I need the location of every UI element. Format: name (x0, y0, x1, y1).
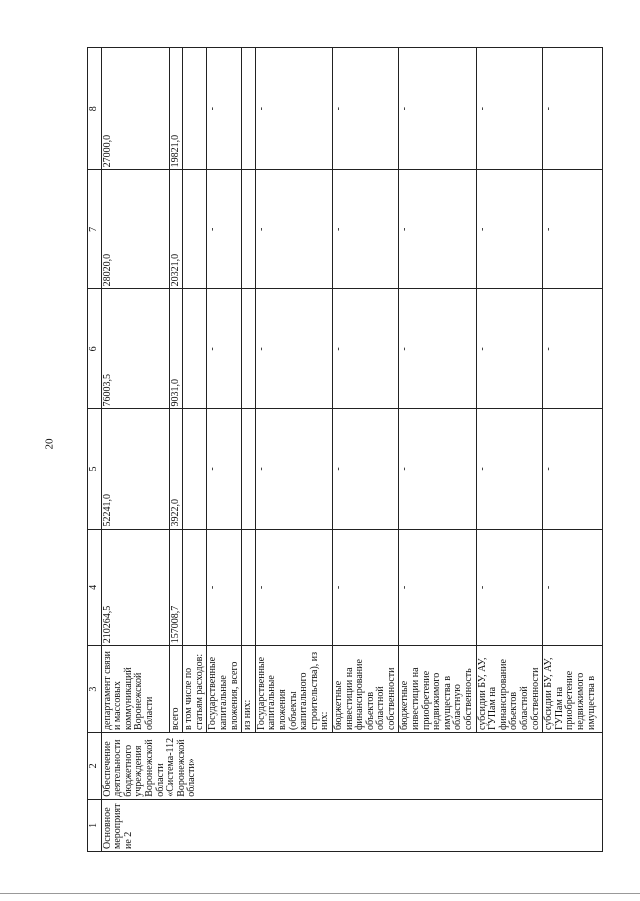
value-cell-v6: - (476, 289, 543, 409)
value-cell-v5 (242, 409, 256, 529)
expense-item: субсидии БУ, АУ, ГУПам на финансирование объектов областной собственности (476, 646, 543, 733)
value-cell-v8: 27000,0 (101, 48, 169, 170)
value-cell-v5: - (207, 409, 242, 529)
rotated-table-wrapper (87, 47, 603, 852)
value-cell-v7: 28020,0 (101, 170, 169, 289)
value-cell-v7: - (255, 170, 332, 289)
value-cell-v5: - (255, 409, 332, 529)
value-cell-v7 (183, 170, 207, 289)
expense-item: субсидии БУ, АУ, ГУПам на приобретение недвижимого имущества в (543, 646, 603, 733)
value-cell-v4 (183, 529, 207, 646)
table-row (169, 48, 183, 852)
header-col-2: 2 (88, 733, 102, 800)
value-cell-v7: - (476, 170, 543, 289)
value-cell-v4: - (332, 529, 399, 646)
value-cell-v6: 9031,0 (169, 289, 183, 409)
value-cell-v5: - (476, 409, 543, 529)
value-cell-v6: 76003,5 (101, 289, 169, 409)
value-cell-v6 (242, 289, 256, 409)
value-cell-v4: 157008,7 (169, 529, 183, 646)
value-cell-v7: - (207, 170, 242, 289)
value-cell-v6: - (332, 289, 399, 409)
value-cell-v8: - (476, 48, 543, 170)
expense-item: в том числе по статьям расходов: (183, 646, 207, 733)
value-cell-v5: - (543, 409, 603, 529)
value-cell-v8: - (543, 48, 603, 170)
value-cell-v8: - (255, 48, 332, 170)
value-cell-v8 (242, 48, 256, 170)
value-cell-v5: - (399, 409, 476, 529)
header-col-5: 5 (88, 409, 102, 529)
header-col-6: 6 (88, 289, 102, 409)
header-col-1: 1 (88, 799, 102, 851)
table-row (255, 48, 332, 852)
value-cell-v4: - (255, 529, 332, 646)
header-col-4: 4 (88, 529, 102, 646)
value-cell-v8: - (332, 48, 399, 170)
table-row (242, 48, 256, 852)
value-cell-v5: 3922,0 (169, 409, 183, 529)
value-cell-v7: - (332, 170, 399, 289)
budget-table (87, 47, 603, 852)
value-cell-v4: - (207, 529, 242, 646)
value-cell-v5: 52241,0 (101, 409, 169, 529)
value-cell-v7 (242, 170, 256, 289)
value-cell-v5: - (332, 409, 399, 529)
value-cell-v4 (242, 529, 256, 646)
table-row (543, 48, 603, 852)
table-row (476, 48, 543, 852)
page-number: 20 (43, 438, 56, 450)
value-cell-v6: - (255, 289, 332, 409)
table-row (183, 48, 207, 852)
activity-label: Основное мероприятие 2 (101, 799, 603, 851)
value-cell-v7: - (543, 170, 603, 289)
header-col-7: 7 (88, 170, 102, 289)
expense-item: бюджетные инвестиции на финансирование объектов областной собственности (332, 646, 399, 733)
value-cell-v8 (183, 48, 207, 170)
value-cell-v5 (183, 409, 207, 529)
header-col-3: 3 (88, 646, 102, 733)
scan-edge-line (0, 893, 640, 894)
value-cell-v7: - (399, 170, 476, 289)
expense-item: Государственные капитальные вложения, всего (207, 646, 242, 733)
value-cell-v6: - (207, 289, 242, 409)
value-cell-v4: 210264,5 (101, 529, 169, 646)
activity-name: Обеспечение деятельности бюджетного учреждения Воронежской области «Система-112 Воронежской области» (101, 733, 603, 800)
value-cell-v8: - (399, 48, 476, 170)
table-row (101, 48, 169, 852)
value-cell-v4: - (399, 529, 476, 646)
expense-item: из них: (242, 646, 256, 733)
value-cell-v8: 19821,0 (169, 48, 183, 170)
table-row (399, 48, 476, 852)
expense-item: бюджетные инвестиции на приобретение недвижимого имущества в областную собственность (399, 646, 476, 733)
header-col-8: 8 (88, 48, 102, 170)
value-cell-v4: - (543, 529, 603, 646)
value-cell-v4: - (476, 529, 543, 646)
table-row (207, 48, 242, 852)
value-cell-v6: - (543, 289, 603, 409)
expense-item: всего (169, 646, 183, 733)
expense-item: Государственные капитальные вложения (объекты капитального строительства), из них: (255, 646, 332, 733)
value-cell-v6: - (399, 289, 476, 409)
value-cell-v8: - (207, 48, 242, 170)
value-cell-v7: 20321,0 (169, 170, 183, 289)
expense-item: департамент связи и массовых коммуникаций Воронежской области (101, 646, 169, 733)
table-row (332, 48, 399, 852)
value-cell-v6 (183, 289, 207, 409)
header-row (88, 48, 102, 852)
